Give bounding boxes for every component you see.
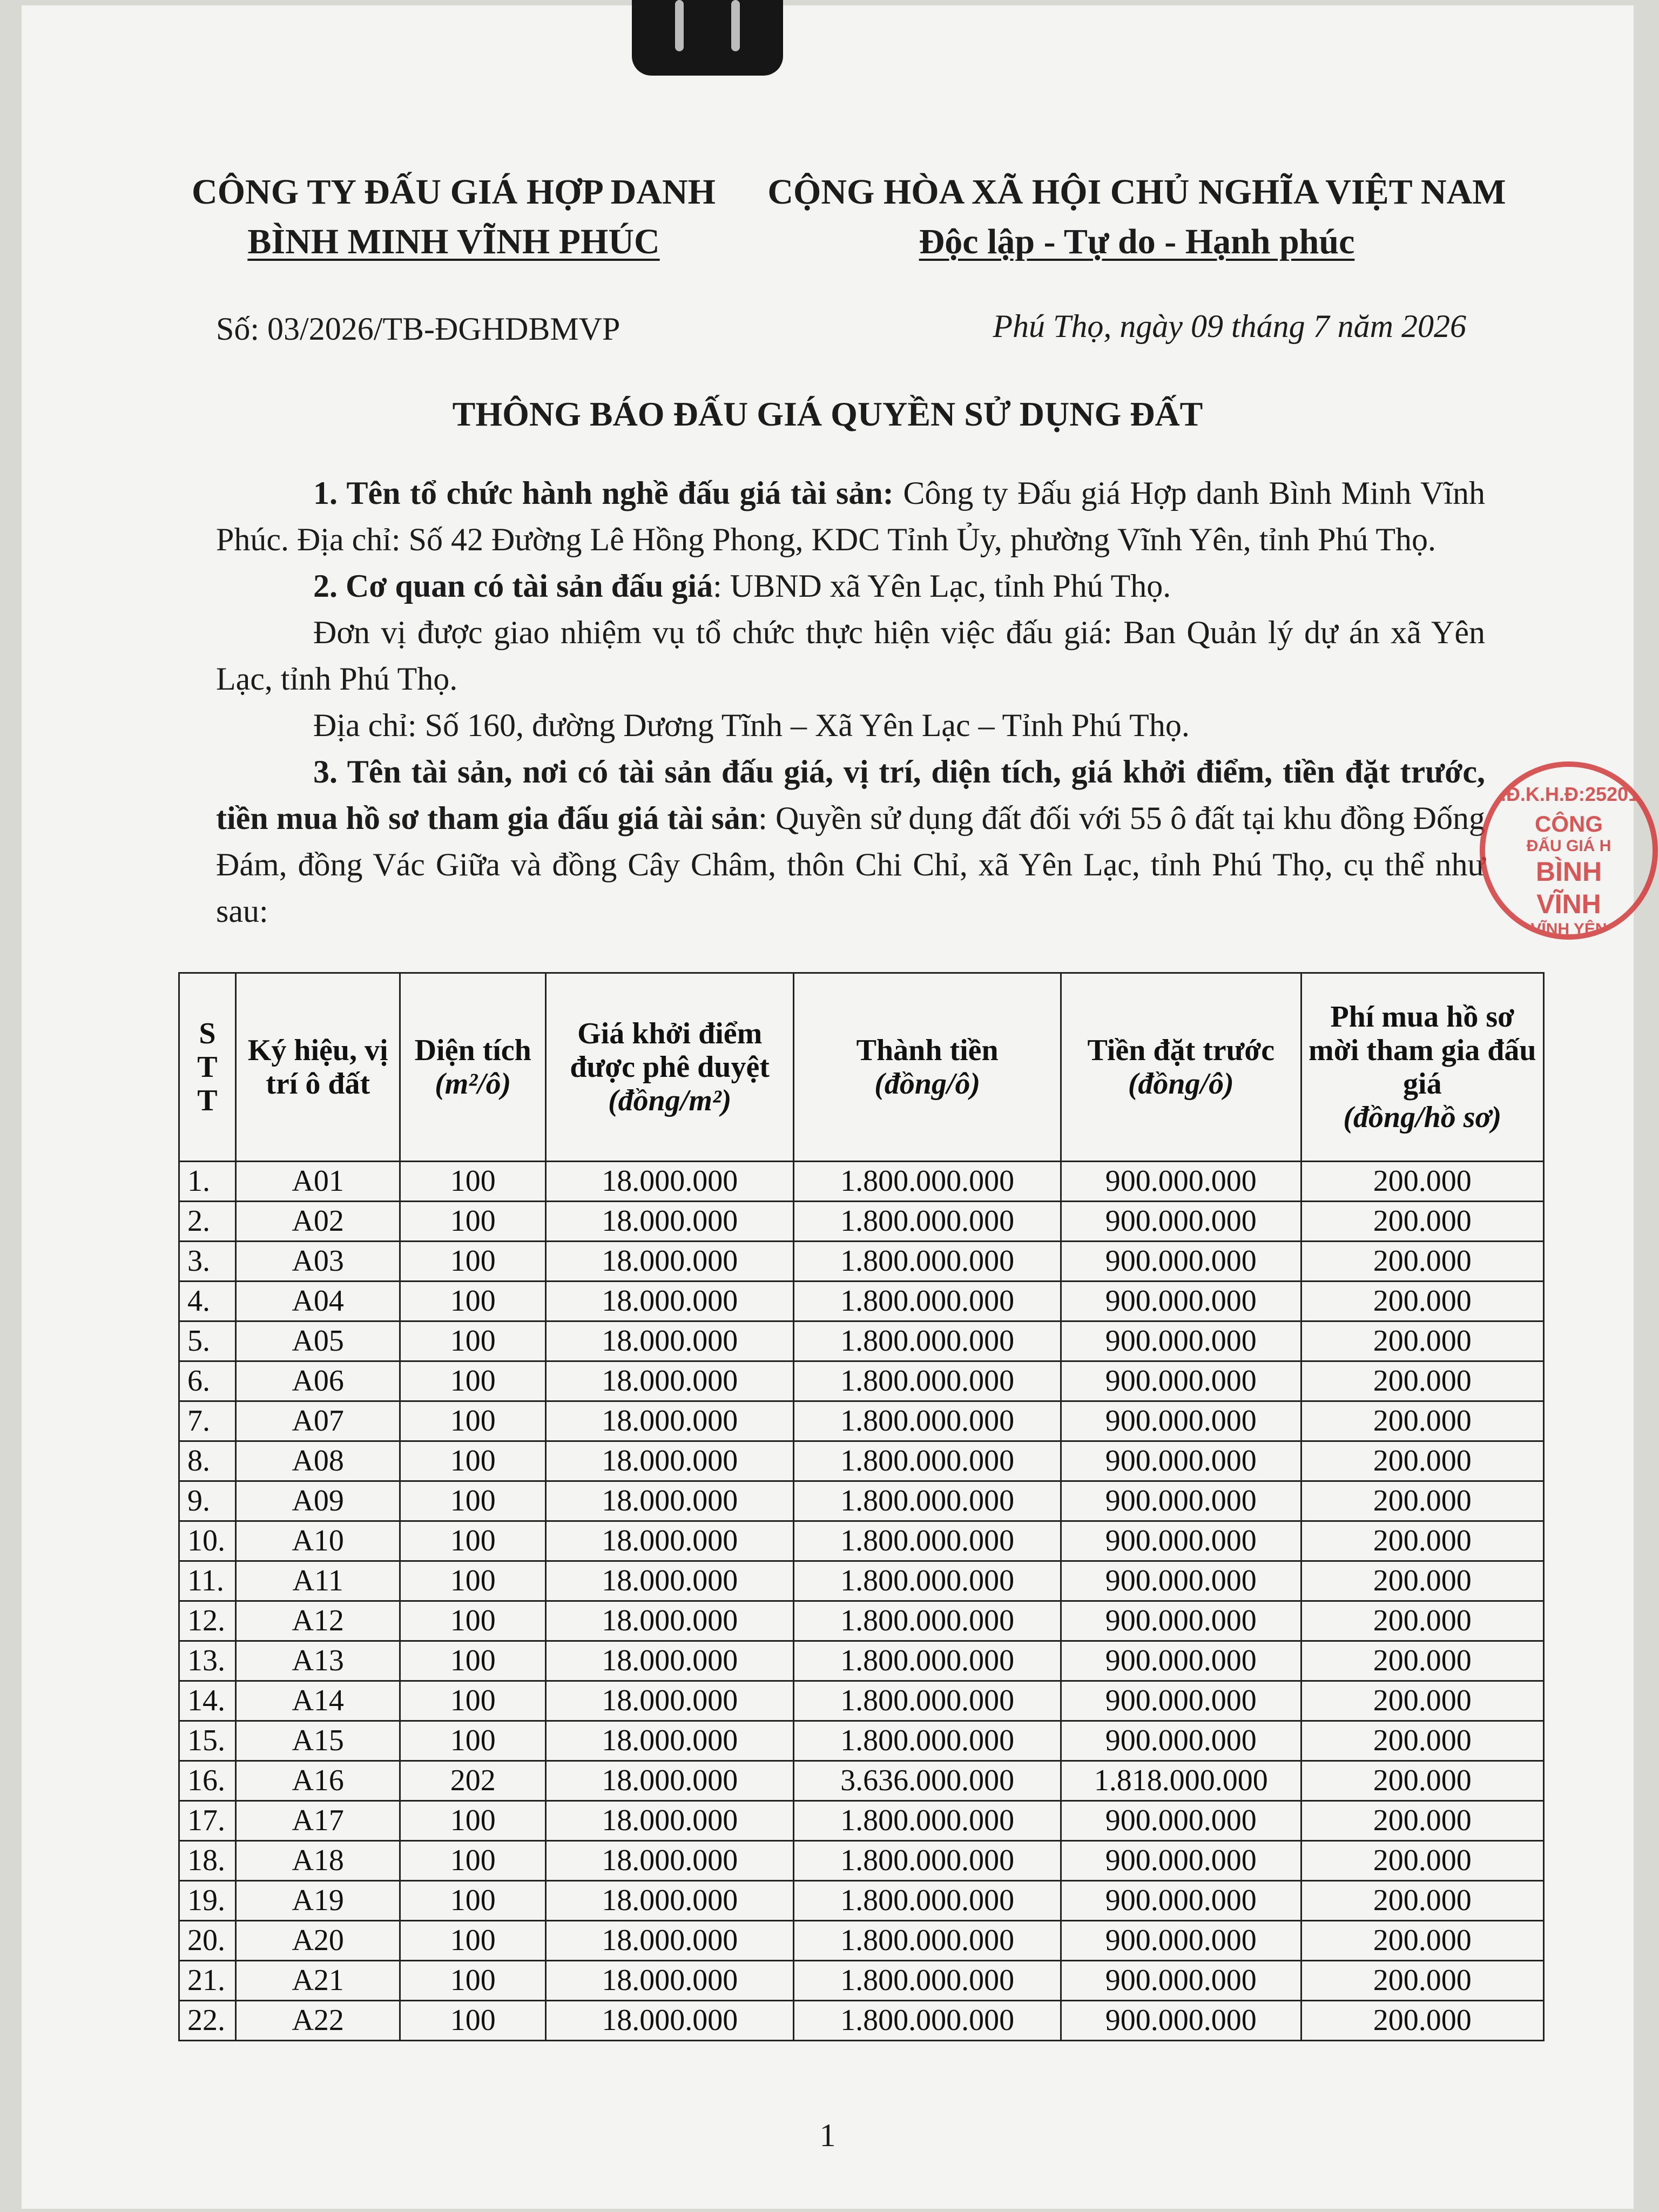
cell-thanh-tien: 1.800.000.000: [794, 1881, 1061, 1921]
section-1: [216, 470, 1485, 563]
section-2-text: : UBND xã Yên Lạc, tỉnh Phú Thọ.: [713, 568, 1171, 604]
cell-dien-tich: 100: [400, 1481, 546, 1521]
cell-stt: 19.: [179, 1881, 236, 1921]
table-row: [179, 1162, 1544, 1202]
cell-tien-dat-truoc: 900.000.000: [1061, 1921, 1301, 1961]
table-row: [179, 1361, 1544, 1401]
table-row: [179, 1481, 1544, 1521]
cell-tien-dat-truoc: 1.818.000.000: [1061, 1761, 1301, 1801]
cell-phi-ho-so: 200.000: [1301, 1242, 1543, 1282]
cell-tien-dat-truoc: 900.000.000: [1061, 1162, 1301, 1202]
cell-phi-ho-so: 200.000: [1301, 1282, 1543, 1321]
cell-stt: 11.: [179, 1561, 236, 1601]
organization-name: [157, 167, 751, 267]
cell-tien-dat-truoc: 900.000.000: [1061, 1361, 1301, 1401]
cell-thanh-tien: 1.800.000.000: [794, 2001, 1061, 2041]
cell-phi-ho-so: 200.000: [1301, 1921, 1543, 1961]
cell-phi-ho-so: 200.000: [1301, 1601, 1543, 1641]
cell-dien-tich: 100: [400, 1521, 546, 1561]
cell-stt: 12.: [179, 1601, 236, 1641]
cell-gia-khoi-diem: 18.000.000: [545, 1561, 793, 1601]
document-title: THÔNG BÁO ĐẤU GIÁ QUYỀN SỬ DỤNG ĐẤT: [452, 395, 1203, 433]
section-2-address: Địa chỉ: Số 160, đường Dương Tĩnh – Xã Yên Lạc – Tỉnh Phú Thọ.: [313, 707, 1190, 743]
table-header-row: [179, 973, 1544, 1162]
cell-tien-dat-truoc: 900.000.000: [1061, 1721, 1301, 1761]
stamp-line-3: BÌNH: [1535, 857, 1602, 887]
cell-dien-tich: 100: [400, 1242, 546, 1282]
land-lots-table: [178, 972, 1545, 2041]
cell-gia-khoi-diem: 18.000.000: [545, 1321, 793, 1361]
cell-ky-hieu: A21: [235, 1961, 400, 2001]
organization-line-1: CÔNG TY ĐẤU GIÁ HỢP DANH: [192, 172, 716, 212]
document-header: [22, 167, 1634, 275]
cell-tien-dat-truoc: 900.000.000: [1061, 1801, 1301, 1841]
cell-dien-tich: 100: [400, 1361, 546, 1401]
cell-thanh-tien: 1.800.000.000: [794, 1162, 1061, 1202]
cell-dien-tich: 100: [400, 1441, 546, 1481]
cell-thanh-tien: 1.800.000.000: [794, 1841, 1061, 1881]
cell-stt: 13.: [179, 1641, 236, 1681]
table-row: [179, 1801, 1544, 1841]
cell-thanh-tien: 3.636.000.000: [794, 1761, 1061, 1801]
cell-gia-khoi-diem: 18.000.000: [545, 1721, 793, 1761]
cell-phi-ho-so: 200.000: [1301, 2001, 1543, 2041]
cell-thanh-tien: 1.800.000.000: [794, 1242, 1061, 1282]
header-phi-ho-so: Phí mua hồ sơ mời tham gia đấu giá (đồng/hồ sơ): [1301, 973, 1543, 1162]
cell-thanh-tien: 1.800.000.000: [794, 1202, 1061, 1242]
cell-gia-khoi-diem: 18.000.000: [545, 1162, 793, 1202]
cell-stt: 22.: [179, 2001, 236, 2041]
cell-phi-ho-so: 200.000: [1301, 1441, 1543, 1481]
cell-dien-tich: 100: [400, 1561, 546, 1601]
cell-stt: 6.: [179, 1361, 236, 1401]
cell-stt: 20.: [179, 1921, 236, 1961]
cell-gia-khoi-diem: 18.000.000: [545, 1481, 793, 1521]
cell-tien-dat-truoc: 900.000.000: [1061, 1282, 1301, 1321]
national-title: [740, 167, 1534, 267]
binder-clip: [632, 0, 783, 76]
table-row: [179, 1202, 1544, 1242]
cell-phi-ho-so: 200.000: [1301, 1481, 1543, 1521]
cell-dien-tich: 100: [400, 1721, 546, 1761]
table-row: [179, 1441, 1544, 1481]
cell-phi-ho-so: 200.000: [1301, 1961, 1543, 2001]
cell-phi-ho-so: 200.000: [1301, 1401, 1543, 1441]
cell-tien-dat-truoc: 900.000.000: [1061, 1321, 1301, 1361]
header-tien-dat-truoc: Tiền đặt trước (đồng/ô): [1061, 973, 1301, 1162]
cell-stt: 8.: [179, 1441, 236, 1481]
cell-stt: 15.: [179, 1721, 236, 1761]
stamp-line-5: VĨNH YÊN: [1530, 920, 1607, 938]
cell-dien-tich: 100: [400, 1601, 546, 1641]
document-body: [216, 470, 1485, 934]
document-page: [22, 5, 1650, 2209]
cell-thanh-tien: 1.800.000.000: [794, 1681, 1061, 1721]
cell-ky-hieu: A03: [235, 1242, 400, 1282]
section-3-label: 3. Tên tài sản, nơi có tài sản đấu giá, vị trí, diện tích, giá khởi điểm, tiền đặt trước, tiền mua hồ sơ tham gia đấu giá tài sản: [216, 754, 1485, 836]
cell-tien-dat-truoc: 900.000.000: [1061, 1202, 1301, 1242]
official-stamp: [1480, 761, 1658, 940]
table-row: [179, 1961, 1544, 2001]
document-date: Phú Thọ, ngày 09 tháng 7 năm 2026: [993, 308, 1466, 344]
cell-gia-khoi-diem: 18.000.000: [545, 1401, 793, 1441]
table-row: [179, 1321, 1544, 1361]
cell-ky-hieu: A07: [235, 1401, 400, 1441]
cell-thanh-tien: 1.800.000.000: [794, 1561, 1061, 1601]
cell-gia-khoi-diem: 18.000.000: [545, 1761, 793, 1801]
section-3: [216, 748, 1485, 934]
cell-ky-hieu: A17: [235, 1801, 400, 1841]
stamp-line-1: CÔNG: [1535, 811, 1603, 837]
table-row: [179, 1721, 1544, 1761]
cell-stt: 16.: [179, 1761, 236, 1801]
cell-phi-ho-so: 200.000: [1301, 1681, 1543, 1721]
cell-ky-hieu: A18: [235, 1841, 400, 1881]
cell-phi-ho-so: 200.000: [1301, 1202, 1543, 1242]
cell-thanh-tien: 1.800.000.000: [794, 1401, 1061, 1441]
cell-tien-dat-truoc: 900.000.000: [1061, 1961, 1301, 2001]
cell-stt: 18.: [179, 1841, 236, 1881]
header-gia-khoi-diem: Giá khởi điểm được phê duyệt (đồng/m²): [545, 973, 793, 1162]
cell-phi-ho-so: 200.000: [1301, 1761, 1543, 1801]
table-row: [179, 1521, 1544, 1561]
header-thanh-tien: Thành tiền (đồng/ô): [794, 973, 1061, 1162]
cell-tien-dat-truoc: 900.000.000: [1061, 1681, 1301, 1721]
table-row: [179, 1881, 1544, 1921]
header-ky-hieu: Ký hiệu, vị trí ô đất: [235, 973, 400, 1162]
cell-dien-tich: 100: [400, 1881, 546, 1921]
cell-gia-khoi-diem: 18.000.000: [545, 1521, 793, 1561]
section-3-text: : Quyền sử dụng đất đối với 55 ô đất tại khu đồng Đống Đám, đồng Vác Giữa và đồng Cây Châm, thôn Chi Chỉ, xã Yên Lạc, tỉnh Phú Thọ, cụ thể như sau:: [216, 800, 1485, 929]
cell-stt: 14.: [179, 1681, 236, 1721]
cell-ky-hieu: A10: [235, 1521, 400, 1561]
cell-stt: 1.: [179, 1162, 236, 1202]
cell-thanh-tien: 1.800.000.000: [794, 1921, 1061, 1961]
header-dien-tich: Diện tích (m²/ô): [400, 973, 546, 1162]
cell-stt: 9.: [179, 1481, 236, 1521]
cell-tien-dat-truoc: 900.000.000: [1061, 1561, 1301, 1601]
cell-tien-dat-truoc: 900.000.000: [1061, 1441, 1301, 1481]
cell-ky-hieu: A06: [235, 1361, 400, 1401]
cell-thanh-tien: 1.800.000.000: [794, 1282, 1061, 1321]
table-row: [179, 1681, 1544, 1721]
cell-dien-tich: 100: [400, 1321, 546, 1361]
cell-stt: 5.: [179, 1321, 236, 1361]
table-row: [179, 1401, 1544, 1441]
table-row: [179, 1921, 1544, 1961]
cell-stt: 2.: [179, 1202, 236, 1242]
nation-line-1: CỘNG HÒA XÃ HỘI CHỦ NGHĨA VIỆT NAM: [767, 172, 1506, 212]
cell-ky-hieu: A15: [235, 1721, 400, 1761]
cell-dien-tich: 100: [400, 1841, 546, 1881]
cell-ky-hieu: A19: [235, 1881, 400, 1921]
cell-ky-hieu: A05: [235, 1321, 400, 1361]
cell-phi-ho-so: 200.000: [1301, 1641, 1543, 1681]
cell-gia-khoi-diem: 18.000.000: [545, 1361, 793, 1401]
table-row: [179, 1841, 1544, 1881]
cell-gia-khoi-diem: 18.000.000: [545, 1242, 793, 1282]
section-2-unit: Đơn vị được giao nhiệm vụ tổ chức thực hiện việc đấu giá: Ban Quản lý dự án xã Yên Lạc, tỉnh Phú Thọ.: [216, 615, 1485, 697]
cell-gia-khoi-diem: 18.000.000: [545, 1921, 793, 1961]
cell-stt: 7.: [179, 1401, 236, 1441]
cell-tien-dat-truoc: 900.000.000: [1061, 1881, 1301, 1921]
cell-gia-khoi-diem: 18.000.000: [545, 1601, 793, 1641]
cell-phi-ho-so: 200.000: [1301, 1721, 1543, 1761]
cell-thanh-tien: 1.800.000.000: [794, 1481, 1061, 1521]
cell-gia-khoi-diem: 18.000.000: [545, 1961, 793, 2001]
binder-clip-wire: [675, 0, 684, 51]
section-1-label: 1. Tên tổ chức hành nghề đấu giá tài sản:: [313, 475, 894, 511]
stamp-line-2: ĐẤU GIÁ H: [1526, 837, 1611, 855]
stamp-line-4: VĨNH: [1536, 889, 1601, 919]
cell-phi-ho-so: 200.000: [1301, 1521, 1543, 1561]
cell-tien-dat-truoc: 900.000.000: [1061, 2001, 1301, 2041]
cell-dien-tich: 100: [400, 1681, 546, 1721]
table-row: [179, 1761, 1544, 1801]
cell-gia-khoi-diem: 18.000.000: [545, 1202, 793, 1242]
cell-dien-tich: 100: [400, 1921, 546, 1961]
cell-phi-ho-so: 200.000: [1301, 1162, 1543, 1202]
cell-ky-hieu: A14: [235, 1681, 400, 1721]
cell-dien-tich: 100: [400, 1162, 546, 1202]
cell-gia-khoi-diem: 18.000.000: [545, 1681, 793, 1721]
table-row: [179, 1601, 1544, 1641]
table-row: [179, 1242, 1544, 1282]
cell-ky-hieu: A22: [235, 2001, 400, 2041]
cell-ky-hieu: A20: [235, 1921, 400, 1961]
table-row: [179, 1641, 1544, 1681]
cell-tien-dat-truoc: 900.000.000: [1061, 1481, 1301, 1521]
table-row: [179, 1282, 1544, 1321]
cell-phi-ho-so: 200.000: [1301, 1321, 1543, 1361]
cell-thanh-tien: 1.800.000.000: [794, 1601, 1061, 1641]
cell-phi-ho-so: 200.000: [1301, 1561, 1543, 1601]
cell-ky-hieu: A04: [235, 1282, 400, 1321]
table-body: [179, 1162, 1544, 2041]
cell-gia-khoi-diem: 18.000.000: [545, 1282, 793, 1321]
cell-thanh-tien: 1.800.000.000: [794, 1441, 1061, 1481]
cell-gia-khoi-diem: 18.000.000: [545, 1881, 793, 1921]
cell-thanh-tien: 1.800.000.000: [794, 1521, 1061, 1561]
cell-dien-tich: 202: [400, 1761, 546, 1801]
cell-tien-dat-truoc: 900.000.000: [1061, 1401, 1301, 1441]
cell-gia-khoi-diem: 18.000.000: [545, 1841, 793, 1881]
table-row: [179, 2001, 1544, 2041]
cell-dien-tich: 100: [400, 1801, 546, 1841]
cell-gia-khoi-diem: 18.000.000: [545, 1801, 793, 1841]
section-1-text: Công ty Đấu giá Hợp danh Bình Minh Vĩnh Phúc. Địa chỉ: Số 42 Đường Lê Hồng Phong, KDC Tỉnh Ủy, phường Vĩnh Yên, tỉnh Phú Thọ.: [216, 475, 1485, 557]
cell-phi-ho-so: 200.000: [1301, 1801, 1543, 1841]
cell-thanh-tien: 1.800.000.000: [794, 1801, 1061, 1841]
cell-tien-dat-truoc: 900.000.000: [1061, 1601, 1301, 1641]
document-number: Số: 03/2026/TB-ĐGHDBMVP: [216, 311, 621, 347]
cell-tien-dat-truoc: 900.000.000: [1061, 1641, 1301, 1681]
cell-dien-tich: 100: [400, 1202, 546, 1242]
table-row: [179, 1561, 1544, 1601]
cell-stt: 10.: [179, 1521, 236, 1561]
cell-stt: 3.: [179, 1242, 236, 1282]
stamp-code: S.Đ.K.H.Đ:252019: [1487, 783, 1650, 805]
cell-thanh-tien: 1.800.000.000: [794, 1321, 1061, 1361]
cell-tien-dat-truoc: 900.000.000: [1061, 1521, 1301, 1561]
cell-stt: 4.: [179, 1282, 236, 1321]
cell-stt: 21.: [179, 1961, 236, 2001]
header-stt: S T T: [179, 973, 236, 1162]
cell-phi-ho-so: 200.000: [1301, 1841, 1543, 1881]
cell-thanh-tien: 1.800.000.000: [794, 1961, 1061, 2001]
cell-dien-tich: 100: [400, 2001, 546, 2041]
cell-ky-hieu: A12: [235, 1601, 400, 1641]
cell-dien-tich: 100: [400, 1282, 546, 1321]
nation-motto: Độc lập - Tự do - Hạnh phúc: [919, 222, 1355, 261]
binder-clip-wire: [731, 0, 740, 51]
cell-ky-hieu: A02: [235, 1202, 400, 1242]
cell-ky-hieu: A13: [235, 1641, 400, 1681]
cell-ky-hieu: A08: [235, 1441, 400, 1481]
organization-line-2: BÌNH MINH VĨNH PHÚC: [247, 222, 660, 261]
cell-phi-ho-so: 200.000: [1301, 1361, 1543, 1401]
cell-stt: 17.: [179, 1801, 236, 1841]
cell-ky-hieu: A11: [235, 1561, 400, 1601]
cell-phi-ho-so: 200.000: [1301, 1881, 1543, 1921]
page-number: 1: [819, 2117, 836, 2153]
cell-dien-tich: 100: [400, 1641, 546, 1681]
cell-ky-hieu: A01: [235, 1162, 400, 1202]
cell-dien-tich: 100: [400, 1401, 546, 1441]
cell-thanh-tien: 1.800.000.000: [794, 1641, 1061, 1681]
cell-gia-khoi-diem: 18.000.000: [545, 2001, 793, 2041]
cell-ky-hieu: A09: [235, 1481, 400, 1521]
cell-thanh-tien: 1.800.000.000: [794, 1721, 1061, 1761]
cell-gia-khoi-diem: 18.000.000: [545, 1641, 793, 1681]
cell-thanh-tien: 1.800.000.000: [794, 1361, 1061, 1401]
cell-tien-dat-truoc: 900.000.000: [1061, 1841, 1301, 1881]
cell-tien-dat-truoc: 900.000.000: [1061, 1242, 1301, 1282]
cell-dien-tich: 100: [400, 1961, 546, 2001]
cell-ky-hieu: A16: [235, 1761, 400, 1801]
section-2-label: 2. Cơ quan có tài sản đấu giá: [313, 568, 713, 604]
section-2: [216, 563, 1485, 609]
cell-gia-khoi-diem: 18.000.000: [545, 1441, 793, 1481]
